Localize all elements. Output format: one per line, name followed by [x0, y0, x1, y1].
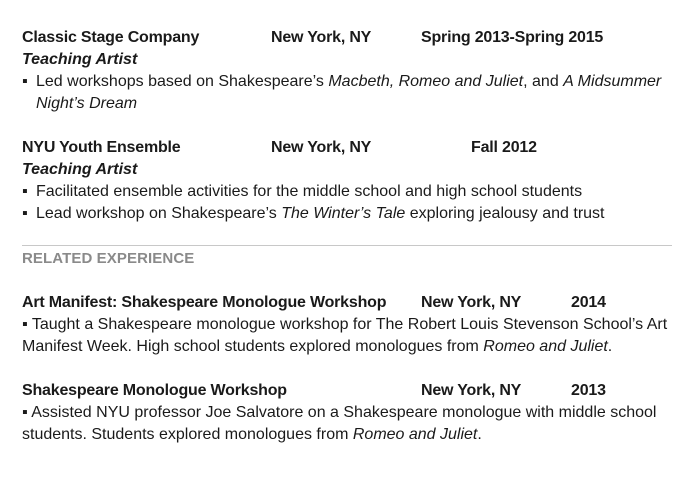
related-title: Art Manifest: Shakespeare Monologue Workshop	[22, 294, 387, 311]
job-bullet	[22, 181, 672, 203]
description-italic-title: Romeo and Juliet	[483, 338, 608, 355]
description-italic-title: Romeo and Juliet	[352, 426, 478, 443]
resume-page	[22, 27, 672, 446]
job-role: Teaching Artist	[22, 161, 138, 178]
related-year: 2013	[571, 382, 606, 399]
bullet-italic-title: The Winter’s Tale	[281, 205, 406, 222]
bullet-italic-title: Macbeth, Romeo and Juliet	[328, 73, 524, 90]
bullet-text: Led workshops based on Shakespeare’s	[36, 73, 329, 90]
section-title-related-experience: RELATED EXPERIENCE	[22, 250, 195, 267]
related-year: 2014	[571, 294, 606, 311]
spacer	[22, 270, 672, 292]
related-description	[22, 314, 672, 358]
description-text: students. Students explored monologues from	[22, 426, 353, 443]
bullet-marker: ▪	[22, 183, 28, 200]
bullet-text: Lead workshop on Shakespeare’s	[36, 205, 282, 222]
job-organization: NYU Youth Ensemble	[22, 139, 181, 156]
bullet-marker: ▪	[22, 205, 28, 222]
bullet-marker: ▪	[22, 73, 28, 90]
related-location: New York, NY	[421, 382, 522, 399]
description-text: Manifest Week. High school students explored monologues from	[22, 338, 484, 355]
bullet-text: exploring jealousy and trust	[405, 205, 605, 222]
bullet-text: , and	[523, 73, 564, 90]
job-bullet	[22, 203, 672, 225]
related-description	[22, 402, 672, 446]
job-location: New York, NY	[271, 29, 372, 46]
job-header	[22, 137, 672, 159]
bullet-text: Facilitated ensemble activities for the middle school and high school students	[36, 183, 583, 200]
description-text: Assisted NYU professor Joe Salvatore on a Shakespeare monologue with middle school	[31, 404, 657, 421]
related-entry-monologue-workshop	[22, 380, 672, 446]
job-header	[22, 27, 672, 49]
spacer	[22, 115, 672, 137]
job-dates: Fall 2012	[471, 139, 537, 156]
bullet-italic-title: A Midsummer	[563, 73, 662, 90]
job-entry-nyu-youth	[22, 137, 672, 225]
job-location: New York, NY	[271, 139, 372, 156]
description-text: .	[607, 338, 613, 355]
bullet-italic-title: Night’s Dream	[36, 95, 138, 112]
spacer	[22, 358, 672, 380]
related-header	[22, 380, 672, 402]
related-title: Shakespeare Monologue Workshop	[22, 382, 287, 399]
bullet-marker: ▪	[22, 316, 28, 333]
job-dates: Spring 2013-Spring 2015	[421, 29, 604, 46]
bullet-marker: ▪	[22, 404, 28, 421]
description-text: .	[477, 426, 482, 443]
job-role: Teaching Artist	[22, 51, 138, 68]
job-organization: Classic Stage Company	[22, 29, 200, 46]
related-header	[22, 292, 672, 314]
description-text: Taught a Shakespeare monologue workshop for The Robert Louis Stevenson School’s Art	[31, 316, 668, 333]
job-entry-classic-stage	[22, 27, 672, 115]
related-location: New York, NY	[421, 294, 522, 311]
related-entry-art-manifest	[22, 292, 672, 358]
section-divider	[22, 245, 672, 246]
job-bullet	[22, 71, 672, 115]
